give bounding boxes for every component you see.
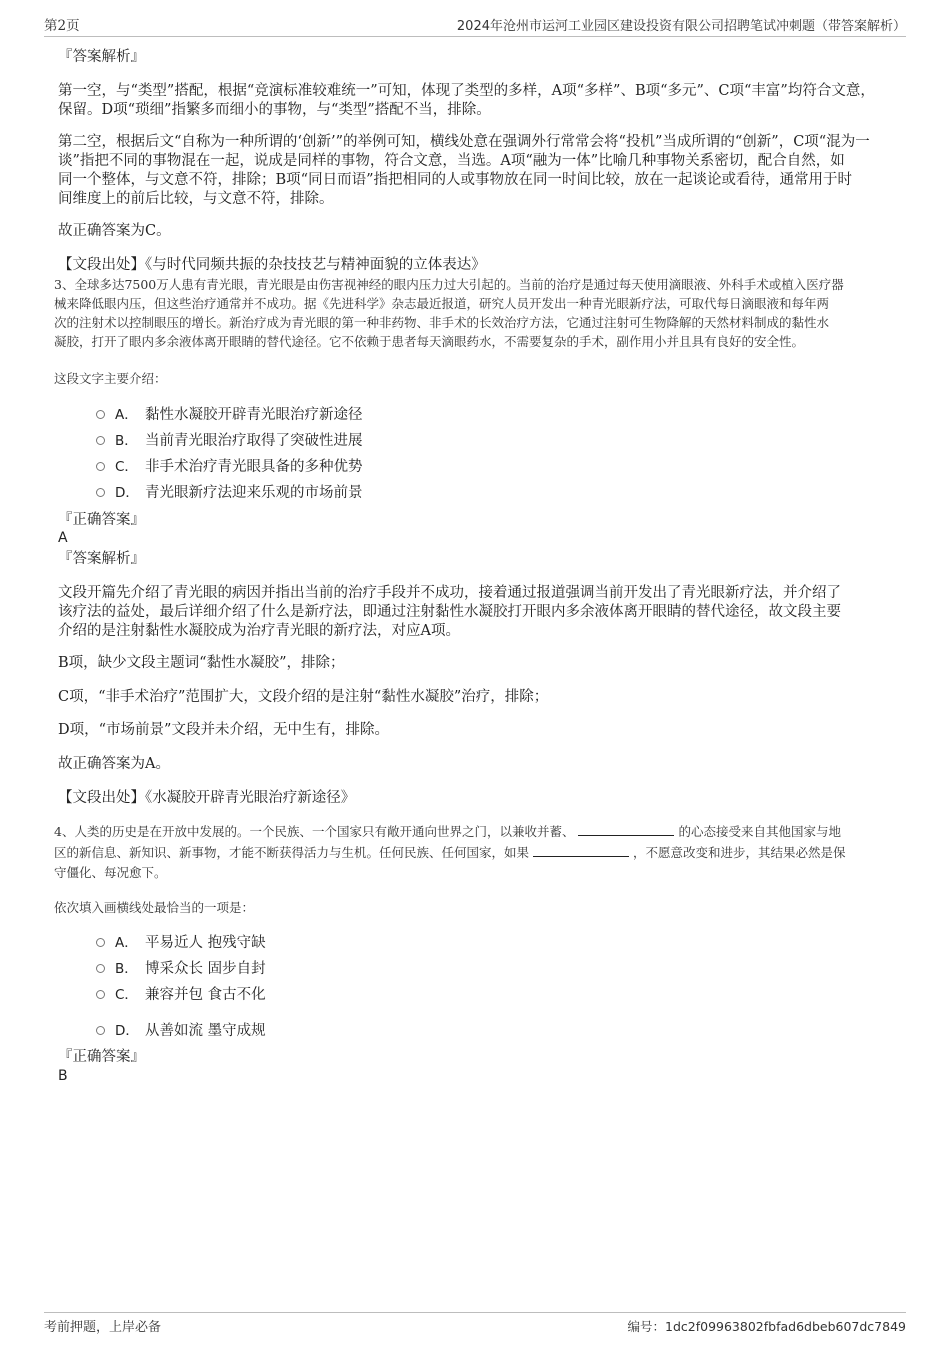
q2-analysis-p2-line2: 谈”指把不同的事物混在一起，说成是同样的事物，符合文意，当选。A项“融为一体”比喻几种事物关系密切，配合自然，如 (58, 153, 845, 169)
q2-source: 【文段出处】《与时代同频共振的杂技技艺与精神面貌的立体表达》 (58, 257, 486, 273)
option-letter: A． (115, 407, 138, 423)
q3-stem-line3: 次的注射术以控制眼压的增长。新治疗成为青光眼的第一种非药物、非手术的长效治疗方法，它通过注射可生物降解的天然材料制成的黏性水 (54, 315, 830, 330)
q3-source: 【文段出处】《水凝胶开辟青光眼治疗新途径》 (58, 790, 356, 806)
q4-stem-line2-part1: 区的新信息、新知识、新事物，才能不断获得活力与生机。任何民族、任何国家，如果 (54, 845, 530, 860)
q3-analysis-line2: 该疗法的益处，最后详细介绍了什么是新疗法，即通过注射黏性水凝胶打开眼内多余液体离开眼睛的替代途径，故文段主要 (58, 604, 841, 620)
radio-button-icon[interactable] (96, 938, 105, 947)
q2-analysis-p2-line3: 同一个整体，与文意不符，排除；B项“同日而语”指把相同的人或事物放在同一时间比较，放在一起谈论或看待，通常用于时 (58, 172, 852, 188)
page-footer (44, 1312, 906, 1335)
option-text: 平易近人 抱残守缺 (145, 934, 266, 951)
q4-stem-line2-part2: ，不愿意改变和进步，其结果必然是保 (632, 845, 846, 860)
option-text: 黏性水凝胶开辟青光眼治疗新途径 (145, 406, 363, 423)
radio-button-icon[interactable] (96, 488, 105, 497)
q3-option-b[interactable] (96, 429, 363, 449)
q3-option-c[interactable] (96, 455, 363, 475)
q3-analysis-line1: 文段开篇先介绍了青光眼的病因并指出当前的治疗手段并不成功，接着通过报道强调当前开发出了青光眼新疗法，并介绍了 (58, 585, 841, 601)
q3-analysis-d: D项，“市场前景”文段并未介绍，无中生有，排除。 (58, 722, 389, 738)
q3-stem-line2: 械来降低眼内压，但这些治疗通常并不成功。据《先进科学》杂志最近报道，研究人员开发出一种青光眼新疗法，可取代每日滴眼液和每年两 (54, 296, 830, 311)
option-text: 博采众长 固步自封 (145, 960, 266, 977)
fill-blank-1 (578, 823, 674, 836)
q4-option-d[interactable] (96, 1019, 266, 1039)
q4-stem-line1 (54, 822, 900, 841)
q3-conclusion: 故正确答案为A。 (58, 756, 170, 772)
q3-stem-line1: 3、全球多达7500万人患有青光眼，青光眼是由伤害视神经的眼内压力过大引起的。当前的治疗是通过每天使用滴眼液、外科手术或植入医疗器 (54, 277, 844, 292)
option-letter: C． (115, 987, 138, 1003)
footer-slogan: 考前押题，上岸必备 (44, 1320, 162, 1335)
document-title: 2024年沧州市运河工业园区建设投资有限公司招聘笔试冲刺题（带答案解析） (456, 19, 906, 34)
option-letter: B． (115, 961, 138, 977)
radio-button-icon[interactable] (96, 990, 105, 999)
q2-analysis-p1-line1: 第一空，与“类型”搭配，根据“竞演标准较难统一”可知，体现了类型的多样，A项“多样”、B项“多元”、C项“丰富”均符合文意， (58, 83, 875, 99)
option-text: 非手术治疗青光眼具备的多种优势 (145, 458, 363, 475)
page-header (44, 12, 906, 37)
radio-button-icon[interactable] (96, 462, 105, 471)
q4-option-a[interactable] (96, 931, 266, 951)
fill-blank-2 (533, 844, 629, 857)
q3-analysis-b: B项，缺少文段主题词“黏性水凝胶”，排除； (58, 655, 345, 671)
q3-option-a[interactable] (96, 403, 363, 423)
q3-answer: A (58, 530, 68, 546)
document-code: 编号：1dc2f09963802fbfad6dbeb607dc7849 (627, 1319, 906, 1334)
radio-button-icon[interactable] (96, 410, 105, 419)
q4-answer-tag: 『正确答案』 (58, 1049, 145, 1065)
q3-option-d[interactable] (96, 481, 363, 501)
q4-option-c[interactable] (96, 983, 266, 1003)
option-text: 当前青光眼治疗取得了突破性进展 (145, 432, 363, 449)
q4-stem-line3: 守僵化、每况愈下。 (54, 865, 167, 880)
q4-stem-line1-part2: 的心态接受来自其他国家与地 (678, 824, 841, 839)
option-text: 兼容并包 食古不化 (145, 986, 266, 1003)
q3-stem-line4: 凝胶，打开了眼内多余液体离开眼睛的替代途径。它不依赖于患者每天滴眼药水，不需要复杂的手术，副作用小并且具有良好的安全性。 (54, 334, 805, 349)
q3-answer-tag: 『正确答案』 (58, 512, 145, 528)
q3-prompt: 这段文字主要介绍： (54, 371, 167, 386)
q2-analysis-tag: 『答案解析』 (58, 49, 145, 65)
q4-stem-line1-part1: 4、人类的历史是在开放中发展的。一个民族、一个国家只有敞开通向世界之门，以兼收并蓄、 (54, 824, 575, 839)
option-text: 从善如流 墨守成规 (145, 1022, 266, 1039)
radio-button-icon[interactable] (96, 964, 105, 973)
q3-analysis-line3: 介绍的是注射黏性水凝胶成为治疗青光眼的新疗法，对应A项。 (58, 623, 460, 639)
option-letter: D． (115, 1023, 139, 1039)
q3-analysis-tag: 『答案解析』 (58, 551, 145, 567)
radio-button-icon[interactable] (96, 1026, 105, 1035)
option-letter: D． (115, 485, 139, 501)
q2-conclusion: 故正确答案为C。 (58, 223, 171, 239)
q4-prompt: 依次填入画横线处最恰当的一项是： (54, 900, 255, 915)
q2-analysis-p2-line4: 间维度上的前后比较，与文意不符，排除。 (58, 191, 334, 207)
q4-answer: B (58, 1068, 68, 1084)
option-text: 青光眼新疗法迎来乐观的市场前景 (145, 484, 363, 501)
page-number: 第2页 (44, 18, 80, 34)
radio-button-icon[interactable] (96, 436, 105, 445)
option-letter: A． (115, 935, 138, 951)
q4-option-b[interactable] (96, 957, 266, 977)
q3-analysis-c: C项，“非手术治疗”范围扩大，文段介绍的是注射“黏性水凝胶”治疗，排除； (58, 689, 549, 705)
option-letter: C． (115, 459, 138, 475)
q4-stem-line2 (54, 843, 900, 862)
q2-analysis-p1-line2: 保留。D项“琐细”指繁多而细小的事物，与“类型”搭配不当，排除。 (58, 102, 491, 118)
option-letter: B． (115, 433, 138, 449)
q2-analysis-p2-line1: 第二空，根据后文“自称为一种所谓的‘创新’”的举例可知，横线处意在强调外行常常会将“投机”当成所谓的“创新”，C项“混为一 (58, 134, 870, 150)
